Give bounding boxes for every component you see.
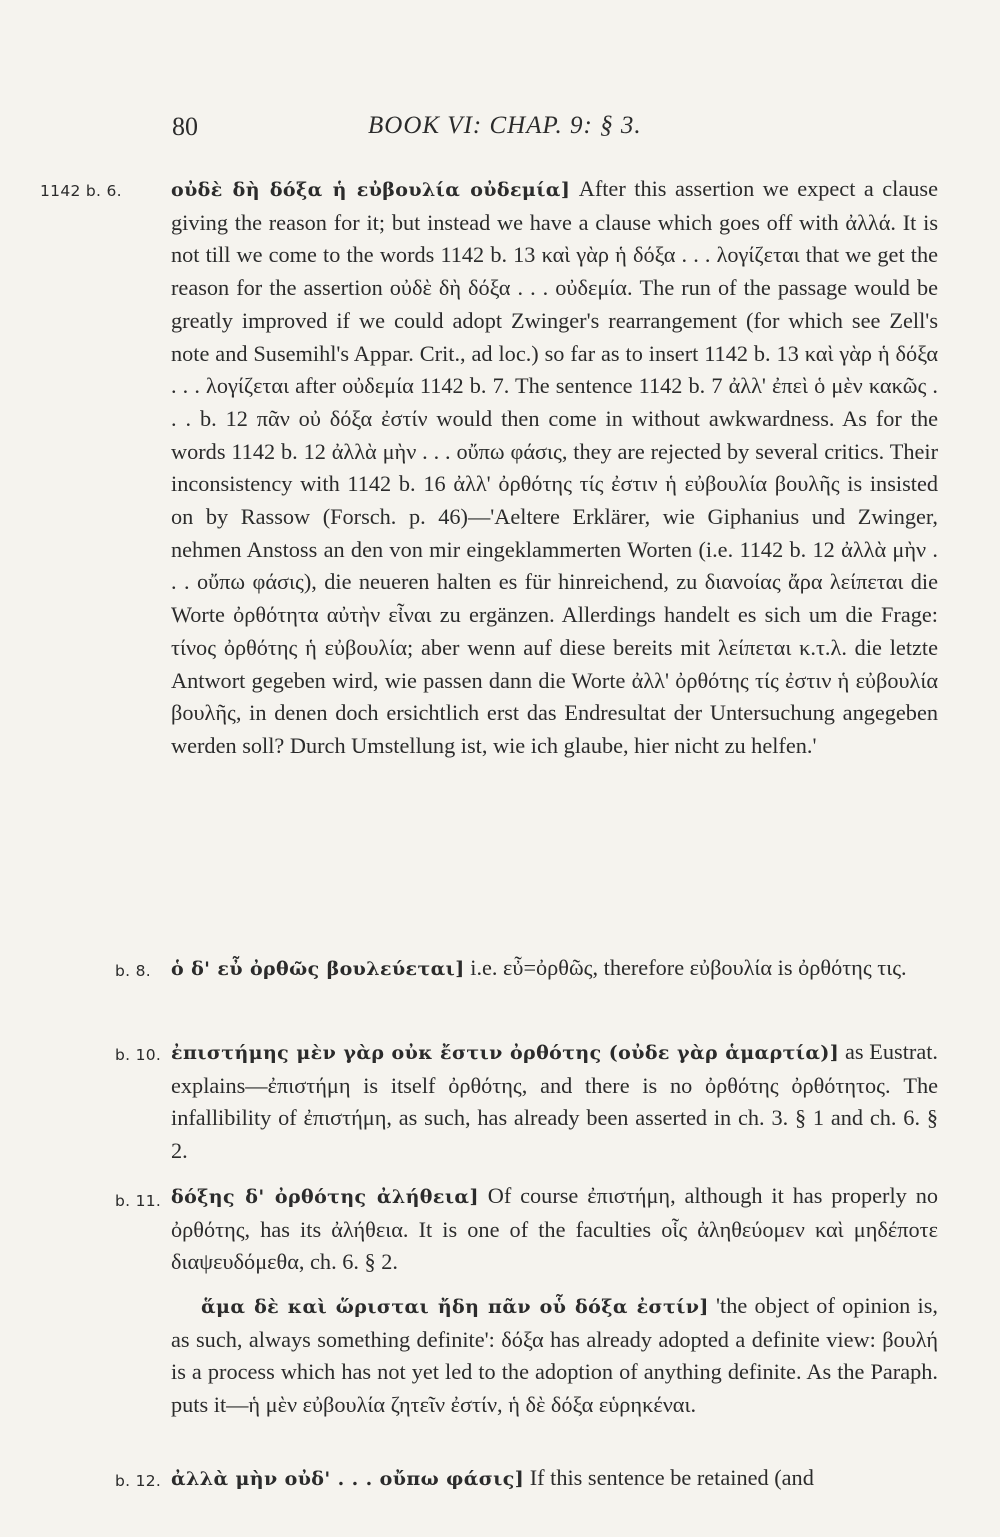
note-text: i.e. εὖ=ὀρθῶς, therefore εὐβουλία is ὀρθότης τις. [464,955,907,980]
note-body [171,1180,938,1279]
note-body [171,173,938,763]
note-text: 'the object of opinion is, as such, always something definite': δόξα has already adopted a definite view: βουλή is a process which has not yet led to the adoption of anything definite. As the Paraph. puts it—ἡ μὲν εὐβουλία ζητεῖν ἐστίν, ἡ δὲ δόξα εὑρηκέναι. [171,1293,938,1418]
lemma: ὁ δ' εὖ ὀρθῶς βουλεύεται] [171,958,465,980]
lemma: ἅμα δὲ καὶ ὥρισται ἤδη πᾶν οὗ δόξα ἐστίν] [201,1296,709,1318]
note-body [171,1462,938,1496]
lemma: οὐδὲ δὴ δόξα ἡ εὐβουλία οὐδεμία] [171,179,571,201]
lemma: ἀλλὰ μὴν οὐδ' . . . οὔπω φάσις] [171,1468,525,1490]
page-number: 80 [172,112,198,141]
line-reference: 1142 b. 6. [40,182,122,200]
note-body [171,1036,938,1168]
note-text: If this sentence be retained (and [524,1465,814,1490]
line-reference: b. 10. [115,1046,162,1064]
note-body [171,952,938,986]
line-reference: b. 12. [115,1472,162,1490]
page-header [172,112,772,152]
note-text: After this assertion we expect a clause giving the reason for it; but instead we have a clause which goes off with ἀλλά. It is not till we come to the words 1142 b. 13 καὶ γὰρ ἡ δόξα . . . λογίζεται that we get the reason for the assertion οὐδὲ δὴ δόξα . . . οὐδεμία. The run of the passage would be greatly improved if we could adopt Zwinger's rearrangement (for which see Zell's note and Susemihl's Appar. Crit., ad loc.) so far as to insert 1142 b. 13 καὶ γὰρ ἡ δόξα . . . λογίζεται after οὐδεμία 1142 b. 7. The sentence 1142 b. 7 ἀλλ' ἐπεὶ ὁ μὲν κακῶς . . . b. 12 πᾶν οὐ δόξα ἐστίν would then come in without awkwardness. As for the words 1142 b. 12 ἀλλὰ μὴν . . . οὔπω φάσις, they are rejected by several critics. Their inconsistency with 1142 b. 16 ἀλλ' ὀρθότης τίς ἐστιν ἡ εὐβουλία βουλῆς is insisted on by Rassow (Forsch. p. 46)—'Aeltere Erklärer, wie Giphanius und Zwinger, nehmen Anstoss an den von mir eingeklammerten Worten (i.e. 1142 b. 12 ἀλλὰ μὴν . . . οὔπω φάσις), die neueren halten es für hinreichend, zu διανοίας ἄρα λείπεται die Worte ὀρθότητα αὐτὴν εἶναι zu ergänzen. Allerdings handelt es sich um die Frage: τίνος ὀρθότης ἡ εὐβουλία; aber wenn auf diese bereits mit λείπεται κ.τ.λ. die letzte Antwort gegeben wird, wie passen dann die Worte ἀλλ' ὀρθότης τίς ἐστιν ἡ εὐβουλία βουλῆς, in denen doch ersichtlich erst das Endresultat der Untersuchung angegeben werden soll? Durch Umstellung ist, wie ich glaube, hier nicht zu helfen.' [171,176,938,758]
lemma: ἐπιστήμης μὲν γὰρ οὐκ ἔστιν ὀρθότης (οὐδε γὰρ ἁμαρτία)] [171,1042,840,1064]
line-reference: b. 11. [115,1192,162,1210]
note-body [171,1290,938,1422]
line-reference: b. 8. [115,962,151,980]
note-text: as Eustrat. explains—ἐπιστήμη is itself ὀρθότης, and there is no ὀρθότης ὀρθότητος. The infallibility of ἐπιστήμη, as such, has already been asserted in ch. 3. § 1 and ch. 6. § 2. [171,1039,938,1164]
running-head: BOOK VI: CHAP. 9: § 3. [368,112,642,139]
lemma: δόξης δ' ὀρθότης ἀλήθεια] [171,1186,479,1208]
note-text: Of course ἐπιστήμη, although it has properly no ὀρθότης, has its ἀλήθεια. It is one of the faculties οἷς ἀληθεύομεν καὶ μηδέποτε διαψευδόμεθα, ch. 6. § 2. [171,1183,938,1275]
